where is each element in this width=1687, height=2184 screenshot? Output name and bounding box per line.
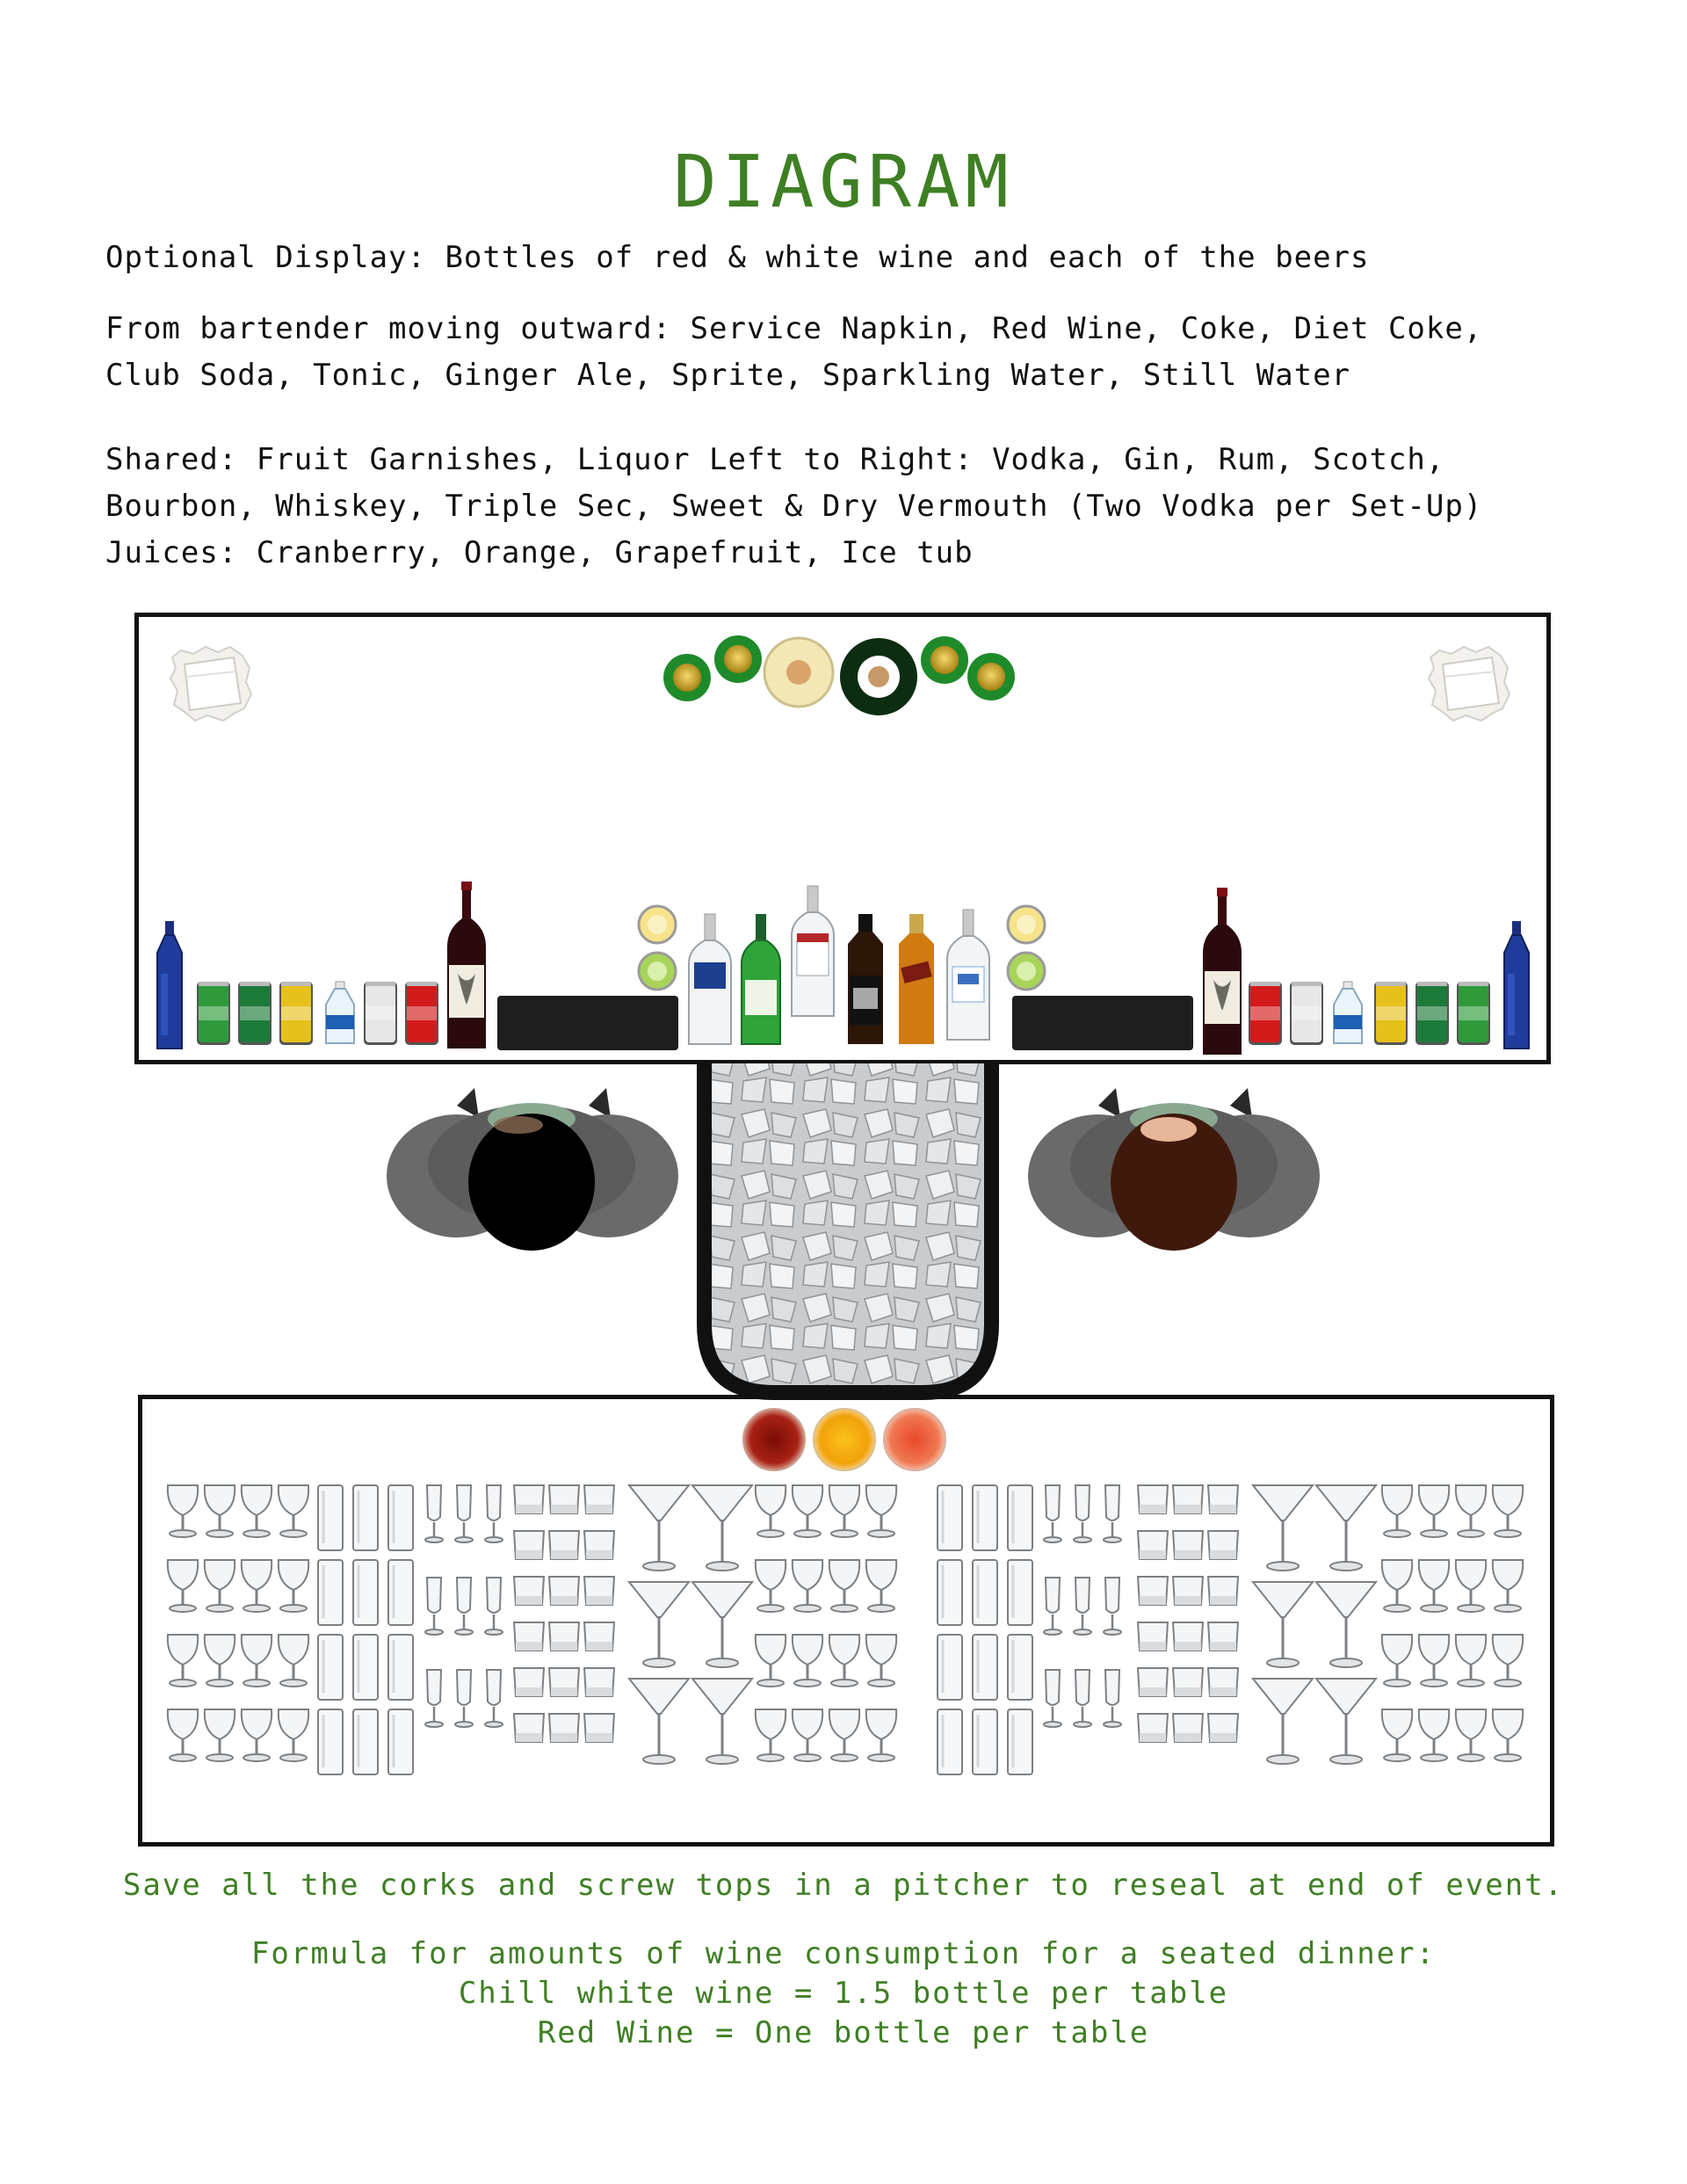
white-wine-formula: Chill white wine = 1.5 bottle per table bbox=[458, 1976, 1229, 2011]
wine-glass bbox=[756, 1485, 786, 1537]
highball-glass bbox=[388, 1560, 413, 1625]
wine-glass bbox=[205, 1709, 235, 1761]
martini-glass bbox=[1253, 1582, 1313, 1667]
martini-glass bbox=[629, 1485, 689, 1571]
highball-glass bbox=[388, 1635, 413, 1700]
wine-glass bbox=[866, 1560, 896, 1612]
bartender-right bbox=[1028, 1088, 1320, 1251]
wine-glass bbox=[793, 1560, 822, 1612]
wine-glass bbox=[1419, 1709, 1449, 1761]
rocks-glass bbox=[1138, 1577, 1168, 1605]
rocks-glass bbox=[1173, 1577, 1203, 1605]
wine-glass bbox=[829, 1485, 859, 1537]
wine-glass bbox=[168, 1560, 198, 1612]
martini-glass bbox=[629, 1582, 689, 1667]
outward-note-line2: Club Soda, Tonic, Ginger Ale, Sprite, Sparkling Water, Still Water bbox=[105, 358, 1351, 393]
champagne-flute bbox=[1104, 1578, 1121, 1635]
martini-glass bbox=[1316, 1485, 1376, 1571]
glassware-grid bbox=[168, 1485, 1523, 1774]
highball-glass bbox=[1008, 1709, 1032, 1774]
wine-glass bbox=[168, 1635, 198, 1687]
martini-glass bbox=[1316, 1582, 1376, 1667]
rocks-glass bbox=[1138, 1622, 1168, 1651]
wine-glass bbox=[756, 1560, 786, 1612]
martini-glass bbox=[1253, 1485, 1313, 1571]
champagne-flute bbox=[1074, 1485, 1091, 1542]
juice-containers bbox=[743, 1409, 945, 1470]
ice-tub bbox=[712, 1063, 984, 1385]
highball-glass bbox=[388, 1485, 413, 1550]
wine-glass bbox=[279, 1560, 308, 1612]
wine-glass bbox=[756, 1635, 786, 1687]
rocks-glass bbox=[549, 1485, 579, 1513]
wine-glass bbox=[1456, 1560, 1486, 1612]
rocks-glass bbox=[1173, 1485, 1203, 1513]
page-title: DIAGRAM bbox=[673, 141, 1014, 224]
wine-glass bbox=[205, 1560, 235, 1612]
rocks-glass bbox=[1208, 1622, 1238, 1651]
wine-glass bbox=[1456, 1709, 1486, 1761]
wine-glass bbox=[279, 1635, 308, 1687]
rocks-glass bbox=[1173, 1622, 1203, 1651]
rocks-glass bbox=[1208, 1668, 1238, 1696]
highball-glass bbox=[938, 1560, 962, 1625]
rocks-glass bbox=[584, 1714, 614, 1742]
highball-glass bbox=[318, 1709, 343, 1774]
highball-glass bbox=[353, 1635, 378, 1700]
rocks-glass bbox=[1138, 1531, 1168, 1559]
rocks-glass bbox=[514, 1714, 544, 1742]
highball-glass bbox=[938, 1485, 962, 1550]
champagne-flute bbox=[455, 1485, 473, 1542]
champagne-flute bbox=[1044, 1670, 1061, 1727]
wine-glass bbox=[793, 1709, 822, 1761]
highball-glass bbox=[388, 1709, 413, 1774]
rocks-glass bbox=[549, 1622, 579, 1651]
champagne-flute bbox=[1044, 1578, 1061, 1635]
champagne-flute bbox=[1104, 1485, 1121, 1542]
champagne-flute bbox=[425, 1485, 443, 1542]
rocks-glass bbox=[1173, 1668, 1203, 1696]
wine-glass bbox=[1456, 1485, 1486, 1537]
wine-glass bbox=[242, 1709, 272, 1761]
wine-glass bbox=[242, 1635, 272, 1687]
martini-glass bbox=[1316, 1679, 1376, 1764]
martini-glass bbox=[629, 1679, 689, 1764]
right-drink-row bbox=[1203, 888, 1529, 1055]
wine-glass bbox=[1456, 1635, 1486, 1687]
highball-glass bbox=[1008, 1635, 1032, 1700]
wine-glass bbox=[205, 1485, 235, 1537]
champagne-flute bbox=[455, 1578, 473, 1635]
wine-glass bbox=[829, 1635, 859, 1687]
wine-glass bbox=[793, 1485, 822, 1537]
wine-glass bbox=[793, 1635, 822, 1687]
highball-glass bbox=[353, 1485, 378, 1550]
highball-glass bbox=[318, 1485, 343, 1550]
highball-glass bbox=[353, 1560, 378, 1625]
wine-glass bbox=[1419, 1485, 1449, 1537]
wine-glass bbox=[168, 1485, 198, 1537]
wine-glass bbox=[205, 1635, 235, 1687]
wine-glass bbox=[1493, 1485, 1523, 1537]
rocks-glass bbox=[584, 1485, 614, 1513]
rocks-glass bbox=[514, 1668, 544, 1696]
champagne-flute bbox=[1104, 1670, 1121, 1727]
rocks-glass bbox=[1138, 1485, 1168, 1513]
wine-glass bbox=[866, 1485, 896, 1537]
wine-glass bbox=[1382, 1560, 1412, 1612]
martini-glass bbox=[1253, 1679, 1313, 1764]
wine-glass bbox=[866, 1635, 896, 1687]
rocks-glass bbox=[1138, 1668, 1168, 1696]
highball-glass bbox=[973, 1709, 997, 1774]
shared-note-line1: Shared: Fruit Garnishes, Liquor Left to Right: Vodka, Gin, Rum, Scotch, bbox=[105, 442, 1445, 477]
wine-glass bbox=[168, 1709, 198, 1761]
liquor-bottles bbox=[689, 886, 989, 1044]
rocks-glass bbox=[514, 1531, 544, 1559]
martini-glass bbox=[692, 1485, 752, 1571]
wine-glass bbox=[829, 1709, 859, 1761]
rocks-glass bbox=[584, 1622, 614, 1651]
wine-glass bbox=[756, 1709, 786, 1761]
wine-glass bbox=[1382, 1485, 1412, 1537]
champagne-flute bbox=[485, 1485, 503, 1542]
rocks-glass bbox=[1208, 1577, 1238, 1605]
display-note: Optional Display: Bottles of red & white wine and each of the beers bbox=[105, 240, 1370, 275]
highball-glass bbox=[973, 1560, 997, 1625]
outward-note-line1: From bartender moving outward: Service Napkin, Red Wine, Coke, Diet Coke, bbox=[105, 311, 1483, 346]
highball-glass bbox=[938, 1709, 962, 1774]
highball-glass bbox=[1008, 1560, 1032, 1625]
wine-glass bbox=[866, 1709, 896, 1761]
rocks-glass bbox=[514, 1577, 544, 1605]
rocks-glass bbox=[1138, 1714, 1168, 1742]
wine-glass bbox=[279, 1485, 308, 1537]
bartender-left bbox=[387, 1088, 678, 1251]
wine-glass bbox=[829, 1560, 859, 1612]
highball-glass bbox=[353, 1709, 378, 1774]
champagne-flute bbox=[425, 1670, 443, 1727]
champagne-flute bbox=[425, 1578, 443, 1635]
wine-glass bbox=[1493, 1635, 1523, 1687]
champagne-flute bbox=[1074, 1578, 1091, 1635]
wine-glass bbox=[1419, 1635, 1449, 1687]
rocks-glass bbox=[584, 1668, 614, 1696]
display-bottles-topview bbox=[663, 635, 1015, 715]
rocks-glass bbox=[549, 1577, 579, 1605]
highball-glass bbox=[318, 1560, 343, 1625]
rocks-glass bbox=[514, 1622, 544, 1651]
highball-glass bbox=[973, 1485, 997, 1550]
wine-glass bbox=[1493, 1709, 1523, 1761]
wine-glass bbox=[1382, 1709, 1412, 1761]
shared-note-line2: Bourbon, Whiskey, Triple Sec, Sweet & Dry Vermouth (Two Vodka per Set-Up) bbox=[105, 489, 1483, 524]
champagne-flute bbox=[1044, 1485, 1061, 1542]
formula-heading: Formula for amounts of wine consumption for a seated dinner: bbox=[250, 1936, 1437, 1971]
highball-glass bbox=[938, 1635, 962, 1700]
wine-glass bbox=[1382, 1635, 1412, 1687]
champagne-flute bbox=[485, 1670, 503, 1727]
rocks-glass bbox=[584, 1531, 614, 1559]
shared-note-line3: Juices: Cranberry, Orange, Grapefruit, Ice tub bbox=[105, 535, 974, 570]
wine-glass bbox=[279, 1709, 308, 1761]
martini-glass bbox=[692, 1582, 752, 1667]
wine-glass bbox=[1419, 1560, 1449, 1612]
rocks-glass bbox=[1173, 1531, 1203, 1559]
corks-note: Save all the corks and screw tops in a pitcher to reseal at end of event. bbox=[122, 1868, 1565, 1903]
champagne-flute bbox=[455, 1670, 473, 1727]
rocks-glass bbox=[1208, 1485, 1238, 1513]
rocks-glass bbox=[549, 1531, 579, 1559]
wine-glass bbox=[1493, 1560, 1523, 1612]
highball-glass bbox=[318, 1635, 343, 1700]
rocks-glass bbox=[1208, 1531, 1238, 1559]
rocks-glass bbox=[549, 1714, 579, 1742]
wine-glass bbox=[242, 1560, 272, 1612]
champagne-flute bbox=[485, 1578, 503, 1635]
highball-glass bbox=[973, 1635, 997, 1700]
rocks-glass bbox=[584, 1577, 614, 1605]
wine-glass bbox=[242, 1485, 272, 1537]
rocks-glass bbox=[514, 1485, 544, 1513]
red-wine-formula: Red Wine = One bottle per table bbox=[537, 2015, 1150, 2050]
rocks-glass bbox=[1173, 1714, 1203, 1742]
rocks-glass bbox=[1208, 1714, 1238, 1742]
martini-glass bbox=[692, 1679, 752, 1764]
left-drink-row bbox=[157, 882, 486, 1048]
highball-glass bbox=[1008, 1485, 1032, 1550]
champagne-flute bbox=[1074, 1670, 1091, 1727]
rocks-glass bbox=[549, 1668, 579, 1696]
